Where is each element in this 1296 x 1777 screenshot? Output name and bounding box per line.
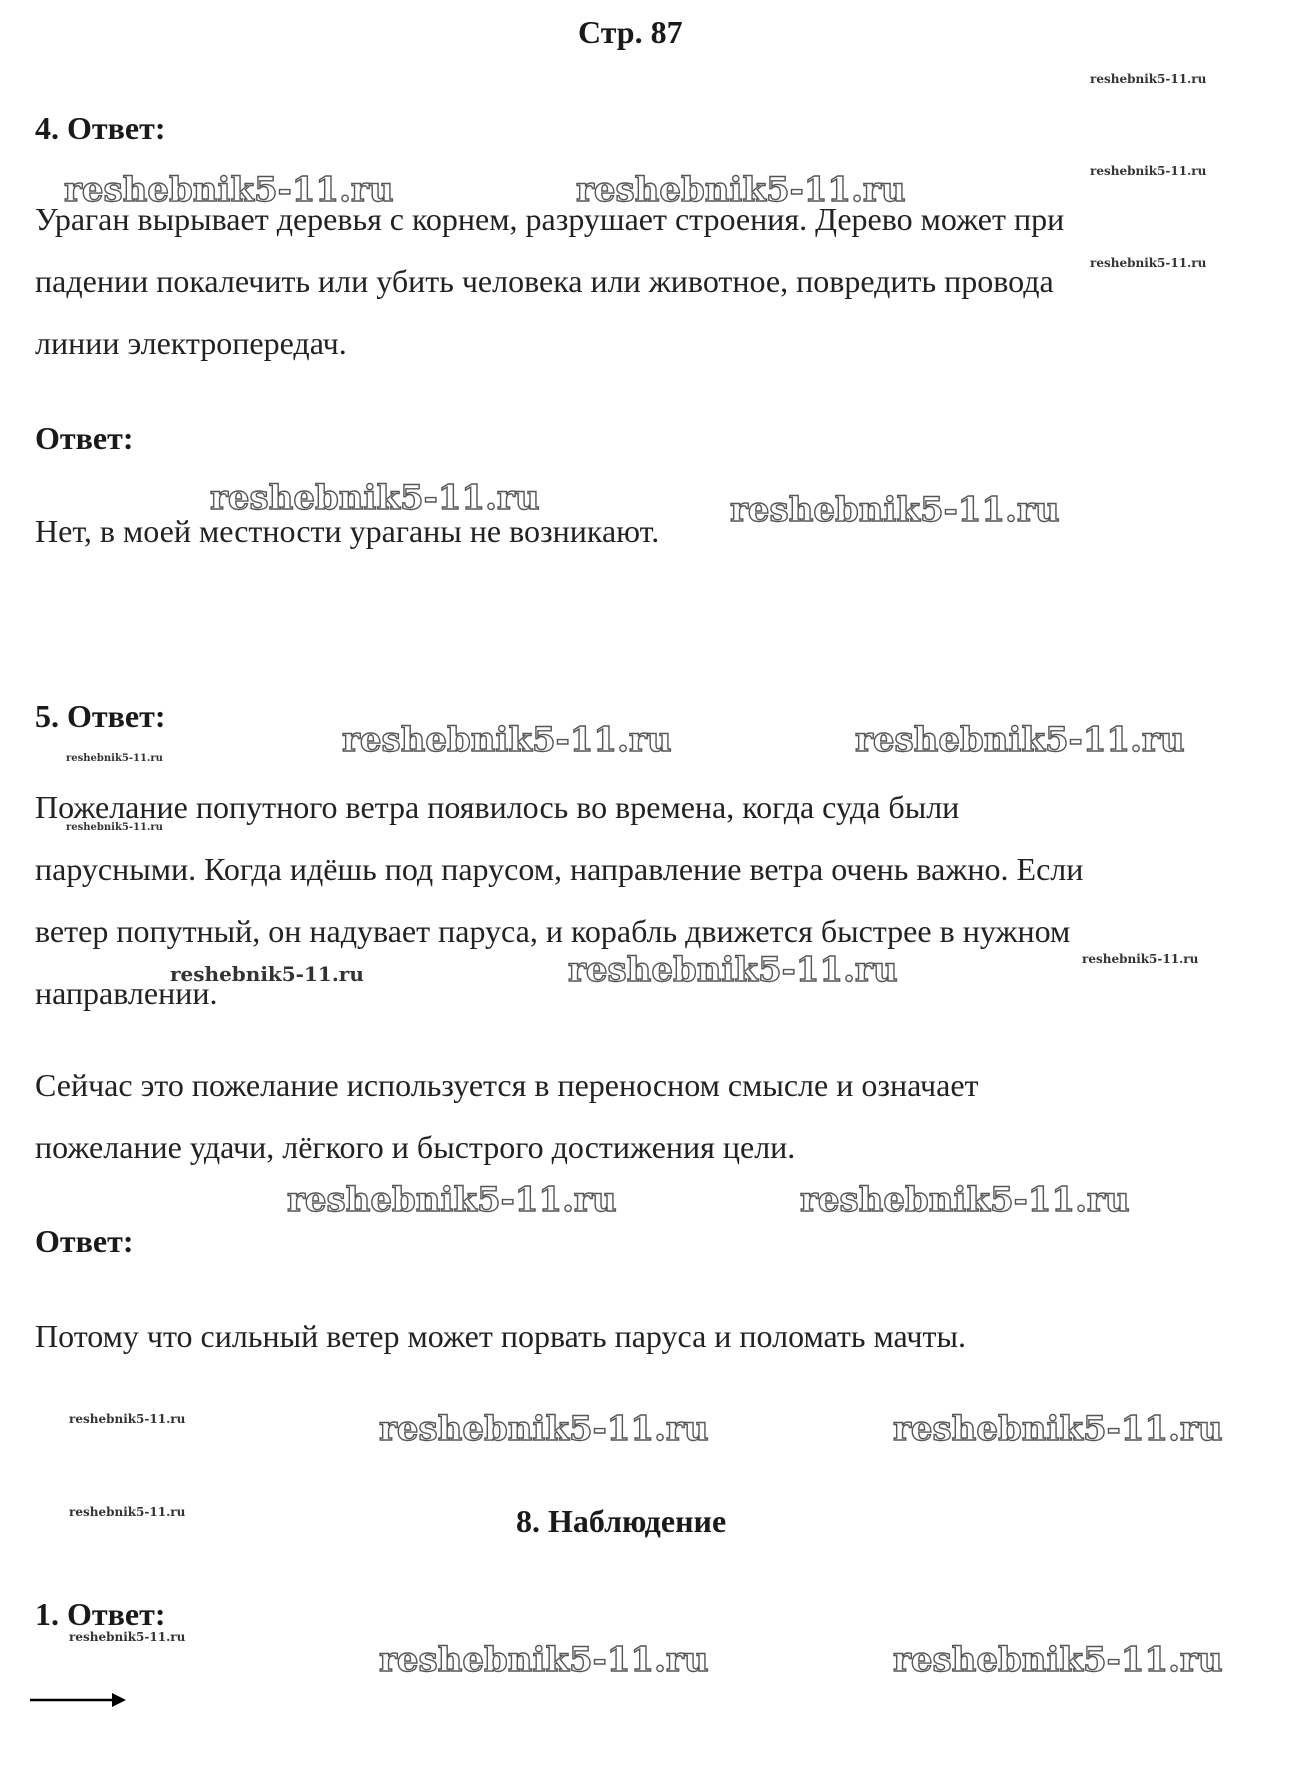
- watermark-small: reshebnik5-11.ru: [1082, 952, 1199, 966]
- watermark-small: reshebnik5-11.ru: [1090, 164, 1207, 178]
- section-heading: 1. Ответ:: [35, 1596, 166, 1632]
- watermark-small: reshebnik5-11.ru: [69, 1630, 186, 1644]
- watermark-small: reshebnik5-11.ru: [69, 1505, 186, 1519]
- watermark-large: reshebnik5-11.ru: [800, 1180, 1130, 1220]
- watermark-large: reshebnik5-11.ru: [342, 720, 672, 760]
- watermark-small: reshebnik5-11.ru: [66, 822, 163, 833]
- paragraph-line: парусными. Когда идёшь под парусом, направление ветра очень важно. Если: [35, 851, 1084, 887]
- watermark-large: reshebnik5-11.ru: [893, 1640, 1223, 1680]
- watermark-small: reshebnik5-11.ru: [66, 753, 163, 764]
- section-title: 8. Наблюдение: [516, 1503, 727, 1539]
- paragraph-line: направлении.: [35, 975, 218, 1011]
- paragraph-line: линии электропередач.: [35, 325, 347, 361]
- watermark-small: reshebnik5-11.ru: [1090, 256, 1207, 270]
- watermark-large: reshebnik5-11.ru: [210, 478, 540, 518]
- paragraph-line: Нет, в моей местности ураганы не возникают.: [35, 513, 660, 549]
- watermark-small: reshebnik5-11.ru: [69, 1412, 186, 1426]
- section-heading: 4. Ответ:: [35, 110, 166, 146]
- paragraph-line: пожелание удачи, лёгкого и быстрого достижения цели.: [35, 1129, 796, 1165]
- paragraph-line: Сейчас это пожелание используется в переносном смысле и означает: [35, 1067, 979, 1103]
- watermark-large: reshebnik5-11.ru: [893, 1409, 1223, 1449]
- watermark-large: reshebnik5-11.ru: [379, 1409, 709, 1449]
- paragraph-line: падении покалечить или убить человека или животное, повредить провода: [35, 263, 1054, 299]
- paragraph-line: Потому что сильный ветер может порвать паруса и поломать мачты.: [35, 1318, 966, 1354]
- section-heading: Ответ:: [35, 420, 134, 456]
- watermark-large: reshebnik5-11.ru: [568, 950, 898, 990]
- paragraph-line: Пожелание попутного ветра появилось во времена, когда суда были: [35, 789, 960, 825]
- paragraph-line: ветер попутный, он надувает паруса, и корабль движется быстрее в нужном: [35, 913, 1071, 949]
- watermark-small: reshebnik5-11.ru: [170, 962, 364, 986]
- page-title: Стр. 87: [578, 14, 683, 50]
- watermark-large: reshebnik5-11.ru: [576, 170, 906, 210]
- section-heading: Ответ:: [35, 1223, 134, 1259]
- arrow-right-icon: [28, 1688, 128, 1712]
- paragraph-line: Ураган вырывает деревья с корнем, разрушает строения. Дерево может при: [35, 201, 1065, 237]
- watermark-large: reshebnik5-11.ru: [64, 170, 394, 210]
- section-heading: 5. Ответ:: [35, 698, 166, 734]
- watermark-large: reshebnik5-11.ru: [730, 490, 1060, 530]
- watermark-large: reshebnik5-11.ru: [287, 1180, 617, 1220]
- watermark-small: reshebnik5-11.ru: [1090, 72, 1207, 86]
- watermark-large: reshebnik5-11.ru: [379, 1640, 709, 1680]
- watermark-large: reshebnik5-11.ru: [855, 720, 1185, 760]
